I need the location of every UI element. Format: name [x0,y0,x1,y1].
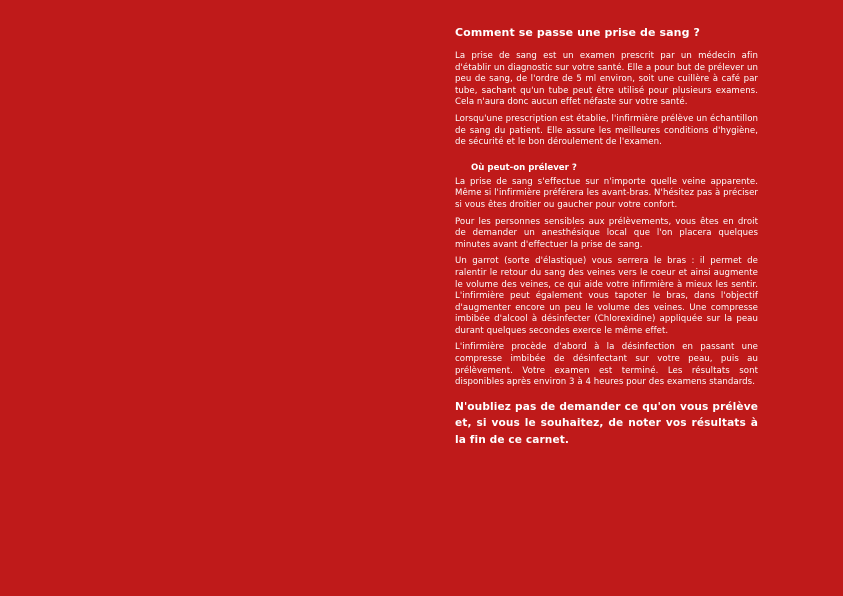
section-subtitle: Où peut-on prélever ? [471,162,577,173]
body-paragraph: Un garrot (sorte d'élastique) vous serrera le bras : il permet de ralentir le retour du sang des veines vers le coeur et ainsi augmente le volume des veines, ce qui aide votre infirmière à mieux les sentir. L'infirmière peut également vous tapoter le bras, dans l'objectif d'augmenter encore un peu le volume des veines. Une compresse imbibée d'alcool à désinfecter (Chlorexidine) appliquée sur la peau durant quelques secondes exerce le même effet. [455,256,758,336]
text-column [455,26,758,448]
body-paragraph: L'infirmière procède d'abord à la désinfection en passant une compresse imbibée de désinfectant sur votre peau, puis au prélèvement. Votre examen est terminé. Les résultats sont disponibles après environ 3 à 4 heures pour des examens standards. [455,342,758,388]
page-title: Comment se passe une prise de sang ? [455,26,700,39]
intro-paragraph: Lorsqu'une prescription est établie, l'infirmière prélève un échantillon de sang du patient. Elle assure les meilleures conditions d'hygiène, de sécurité et le bon déroulement de l'examen. [455,113,758,148]
body-paragraph: Pour les personnes sensibles aux prélèvements, vous êtes en droit de demander un anesthésique local que l'on placera quelques minutes avant d'effectuer la prise de sang. [455,216,758,250]
intro-paragraph: La prise de sang est un examen prescrit par un médecin afin d'établir un diagnostic sur votre santé. Elle a pour but de prélever un peu de sang, de l'ordre de 5 ml environ, soit une cuillère à café par tube, sachant qu'un tube peut être utilisé pour plusieurs examens. Cela n'aura donc aucun effet néfaste sur votre santé. [455,51,758,108]
conclusion-note: N'oubliez pas de demander ce qu'on vous prélève et, si vous le souhaitez, de noter vos résultats à la fin de ce carnet. [455,400,758,446]
body-paragraph: La prise de sang s'effectue sur n'importe quelle veine apparente. Même si l'infirmière préférera les avant-bras. N'hésitez pas à préciser si vous êtes droitier ou gaucher pour votre confort. [455,176,758,210]
